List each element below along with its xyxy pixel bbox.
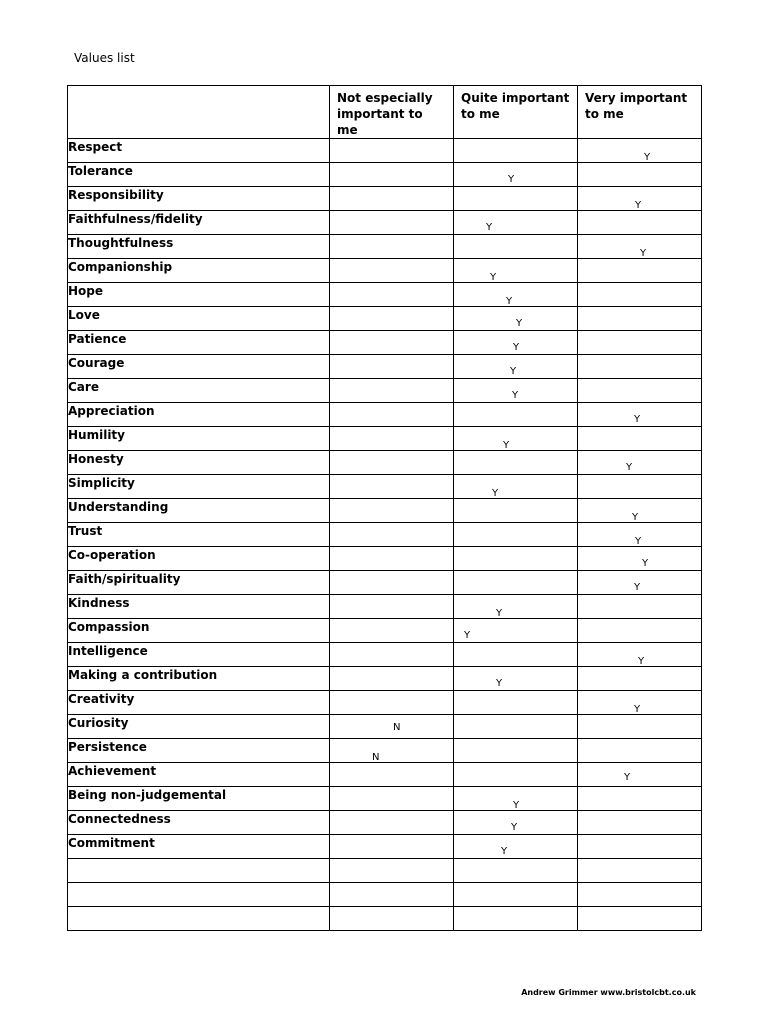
rating-cell-very-important <box>578 811 702 835</box>
value-label: Creativity <box>68 691 330 715</box>
header-very-important: Very important to me <box>578 86 702 139</box>
table-row <box>68 523 702 547</box>
rating-cell-not-especially-important <box>330 691 454 715</box>
table-row <box>68 547 702 571</box>
table-row <box>68 643 702 667</box>
rating-cell-very-important <box>578 763 702 787</box>
rating-mark: Y <box>634 414 641 425</box>
rating-cell-quite-important <box>454 163 578 187</box>
table-row <box>68 763 702 787</box>
rating-mark: Y <box>464 630 471 641</box>
value-label: Commitment <box>68 835 330 859</box>
rating-cell-very-important <box>578 547 702 571</box>
rating-cell-quite-important <box>454 859 578 883</box>
header-not-especially-important: Not especially important to me <box>330 86 454 139</box>
table-row <box>68 475 702 499</box>
table-row <box>68 355 702 379</box>
rating-cell-quite-important <box>454 139 578 163</box>
rating-cell-quite-important <box>454 235 578 259</box>
rating-cell-not-especially-important <box>330 715 454 739</box>
rating-mark: N <box>372 752 380 763</box>
value-label: Faithfulness/fidelity <box>68 211 330 235</box>
rating-cell-not-especially-important <box>330 331 454 355</box>
rating-cell-quite-important <box>454 307 578 331</box>
rating-mark: Y <box>634 704 641 715</box>
rating-cell-not-especially-important <box>330 259 454 283</box>
rating-cell-very-important <box>578 283 702 307</box>
rating-cell-quite-important <box>454 883 578 907</box>
rating-cell-quite-important <box>454 523 578 547</box>
rating-cell-very-important <box>578 403 702 427</box>
rating-cell-quite-important <box>454 763 578 787</box>
rating-cell-not-especially-important <box>330 475 454 499</box>
rating-cell-not-especially-important <box>330 427 454 451</box>
rating-cell-not-especially-important <box>330 595 454 619</box>
header-quite-important: Quite important to me <box>454 86 578 139</box>
table-header-row <box>68 86 702 139</box>
rating-cell-not-especially-important <box>330 787 454 811</box>
rating-mark: Y <box>508 174 515 185</box>
rating-cell-not-especially-important <box>330 451 454 475</box>
rating-cell-very-important <box>578 571 702 595</box>
rating-cell-very-important <box>578 907 702 931</box>
rating-cell-not-especially-important <box>330 403 454 427</box>
rating-cell-quite-important <box>454 619 578 643</box>
header-value <box>68 86 330 139</box>
rating-cell-very-important <box>578 211 702 235</box>
value-label: Compassion <box>68 619 330 643</box>
rating-cell-quite-important <box>454 403 578 427</box>
rating-cell-very-important <box>578 643 702 667</box>
table-row <box>68 379 702 403</box>
rating-mark: Y <box>510 366 517 377</box>
value-label: Care <box>68 379 330 403</box>
rating-mark: Y <box>486 222 493 233</box>
rating-cell-very-important <box>578 499 702 523</box>
rating-mark: Y <box>511 822 518 833</box>
rating-cell-quite-important <box>454 451 578 475</box>
rating-cell-quite-important <box>454 475 578 499</box>
value-label: Appreciation <box>68 403 330 427</box>
rating-cell-very-important <box>578 187 702 211</box>
rating-mark: Y <box>506 296 513 307</box>
value-label: Honesty <box>68 451 330 475</box>
rating-cell-not-especially-important <box>330 667 454 691</box>
value-label: Persistence <box>68 739 330 763</box>
rating-cell-very-important <box>578 883 702 907</box>
rating-cell-very-important <box>578 523 702 547</box>
value-label <box>68 883 330 907</box>
rating-cell-very-important <box>578 139 702 163</box>
rating-cell-not-especially-important <box>330 211 454 235</box>
table-row <box>68 451 702 475</box>
rating-cell-not-especially-important <box>330 235 454 259</box>
value-label: Understanding <box>68 499 330 523</box>
footer-credit: Andrew Grimmer www.bristolcbt.co.uk <box>521 988 696 997</box>
value-label: Being non-judgemental <box>68 787 330 811</box>
rating-cell-very-important <box>578 235 702 259</box>
value-label: Courage <box>68 355 330 379</box>
rating-cell-quite-important <box>454 379 578 403</box>
table-row <box>68 595 702 619</box>
rating-cell-not-especially-important <box>330 859 454 883</box>
table-row <box>68 427 702 451</box>
rating-cell-very-important <box>578 475 702 499</box>
table-row <box>68 283 702 307</box>
table-row <box>68 403 702 427</box>
rating-cell-very-important <box>578 331 702 355</box>
rating-cell-quite-important <box>454 211 578 235</box>
rating-mark: Y <box>635 536 642 547</box>
rating-mark: Y <box>496 608 503 619</box>
rating-cell-very-important <box>578 163 702 187</box>
rating-mark: Y <box>490 272 497 283</box>
values-table <box>67 85 702 931</box>
rating-mark: Y <box>503 440 510 451</box>
rating-mark: Y <box>492 488 499 499</box>
rating-cell-very-important <box>578 355 702 379</box>
value-label: Faith/spirituality <box>68 571 330 595</box>
table-row <box>68 811 702 835</box>
rating-cell-very-important <box>578 259 702 283</box>
rating-cell-quite-important <box>454 259 578 283</box>
rating-cell-not-especially-important <box>330 571 454 595</box>
rating-cell-very-important <box>578 619 702 643</box>
value-label: Connectedness <box>68 811 330 835</box>
rating-cell-quite-important <box>454 355 578 379</box>
rating-mark: Y <box>626 462 633 473</box>
rating-cell-quite-important <box>454 499 578 523</box>
table-row <box>68 163 702 187</box>
table-row <box>68 859 702 883</box>
rating-cell-quite-important <box>454 787 578 811</box>
value-label: Responsibility <box>68 187 330 211</box>
value-label: Co-operation <box>68 547 330 571</box>
table-row <box>68 331 702 355</box>
rating-cell-not-especially-important <box>330 499 454 523</box>
rating-mark: Y <box>512 390 519 401</box>
table-row <box>68 883 702 907</box>
rating-cell-quite-important <box>454 667 578 691</box>
rating-cell-not-especially-important <box>330 883 454 907</box>
rating-mark: Y <box>624 772 631 783</box>
table-row <box>68 619 702 643</box>
rating-mark: Y <box>640 248 647 259</box>
table-row <box>68 739 702 763</box>
table-row <box>68 499 702 523</box>
table-row <box>68 667 702 691</box>
value-label: Tolerance <box>68 163 330 187</box>
value-label: Hope <box>68 283 330 307</box>
table-row <box>68 187 702 211</box>
rating-cell-not-especially-important <box>330 739 454 763</box>
table-row <box>68 907 702 931</box>
value-label: Achievement <box>68 763 330 787</box>
rating-cell-very-important <box>578 859 702 883</box>
rating-cell-quite-important <box>454 643 578 667</box>
rating-mark: Y <box>632 512 639 523</box>
rating-cell-very-important <box>578 595 702 619</box>
rating-cell-not-especially-important <box>330 163 454 187</box>
table-row <box>68 571 702 595</box>
rating-cell-not-especially-important <box>330 835 454 859</box>
rating-cell-quite-important <box>454 715 578 739</box>
value-label: Respect <box>68 139 330 163</box>
rating-cell-very-important <box>578 715 702 739</box>
rating-mark: Y <box>635 200 642 211</box>
table-row <box>68 307 702 331</box>
rating-cell-not-especially-important <box>330 811 454 835</box>
rating-cell-quite-important <box>454 595 578 619</box>
rating-cell-quite-important <box>454 739 578 763</box>
value-label: Companionship <box>68 259 330 283</box>
value-label <box>68 907 330 931</box>
table-row <box>68 715 702 739</box>
rating-cell-quite-important <box>454 547 578 571</box>
rating-cell-very-important <box>578 379 702 403</box>
value-label: Patience <box>68 331 330 355</box>
rating-cell-not-especially-important <box>330 379 454 403</box>
rating-mark: Y <box>501 846 508 857</box>
rating-cell-very-important <box>578 835 702 859</box>
table-row <box>68 139 702 163</box>
rating-mark: Y <box>644 152 651 163</box>
rating-cell-very-important <box>578 427 702 451</box>
rating-cell-very-important <box>578 739 702 763</box>
rating-cell-not-especially-important <box>330 763 454 787</box>
table-row <box>68 691 702 715</box>
rating-mark: Y <box>634 582 641 593</box>
rating-cell-quite-important <box>454 691 578 715</box>
rating-cell-not-especially-important <box>330 139 454 163</box>
page-title: Values list <box>74 51 135 65</box>
rating-cell-very-important <box>578 667 702 691</box>
value-label: Intelligence <box>68 643 330 667</box>
table-row <box>68 211 702 235</box>
rating-mark: Y <box>513 342 520 353</box>
rating-cell-not-especially-important <box>330 619 454 643</box>
rating-mark: Y <box>516 318 523 329</box>
rating-cell-quite-important <box>454 571 578 595</box>
rating-cell-quite-important <box>454 835 578 859</box>
rating-cell-very-important <box>578 451 702 475</box>
value-label: Trust <box>68 523 330 547</box>
value-label: Curiosity <box>68 715 330 739</box>
rating-cell-not-especially-important <box>330 355 454 379</box>
rating-cell-very-important <box>578 307 702 331</box>
rating-cell-very-important <box>578 787 702 811</box>
rating-mark: Y <box>513 800 520 811</box>
rating-cell-quite-important <box>454 811 578 835</box>
value-label: Making a contribution <box>68 667 330 691</box>
rating-mark: Y <box>642 558 649 569</box>
rating-cell-not-especially-important <box>330 907 454 931</box>
table-row <box>68 235 702 259</box>
rating-cell-not-especially-important <box>330 283 454 307</box>
rating-cell-not-especially-important <box>330 547 454 571</box>
rating-cell-quite-important <box>454 427 578 451</box>
rating-cell-quite-important <box>454 283 578 307</box>
rating-mark: N <box>393 722 401 733</box>
rating-cell-not-especially-important <box>330 523 454 547</box>
rating-cell-not-especially-important <box>330 187 454 211</box>
rating-cell-not-especially-important <box>330 307 454 331</box>
value-label <box>68 859 330 883</box>
rating-cell-not-especially-important <box>330 643 454 667</box>
table-row <box>68 259 702 283</box>
value-label: Thoughtfulness <box>68 235 330 259</box>
rating-cell-very-important <box>578 691 702 715</box>
value-label: Humility <box>68 427 330 451</box>
rating-cell-quite-important <box>454 907 578 931</box>
table-row <box>68 835 702 859</box>
rating-cell-quite-important <box>454 331 578 355</box>
rating-mark: Y <box>638 656 645 667</box>
rating-mark: Y <box>496 678 503 689</box>
value-label: Love <box>68 307 330 331</box>
rating-cell-quite-important <box>454 187 578 211</box>
table-row <box>68 787 702 811</box>
value-label: Simplicity <box>68 475 330 499</box>
table-body <box>68 139 702 931</box>
value-label: Kindness <box>68 595 330 619</box>
